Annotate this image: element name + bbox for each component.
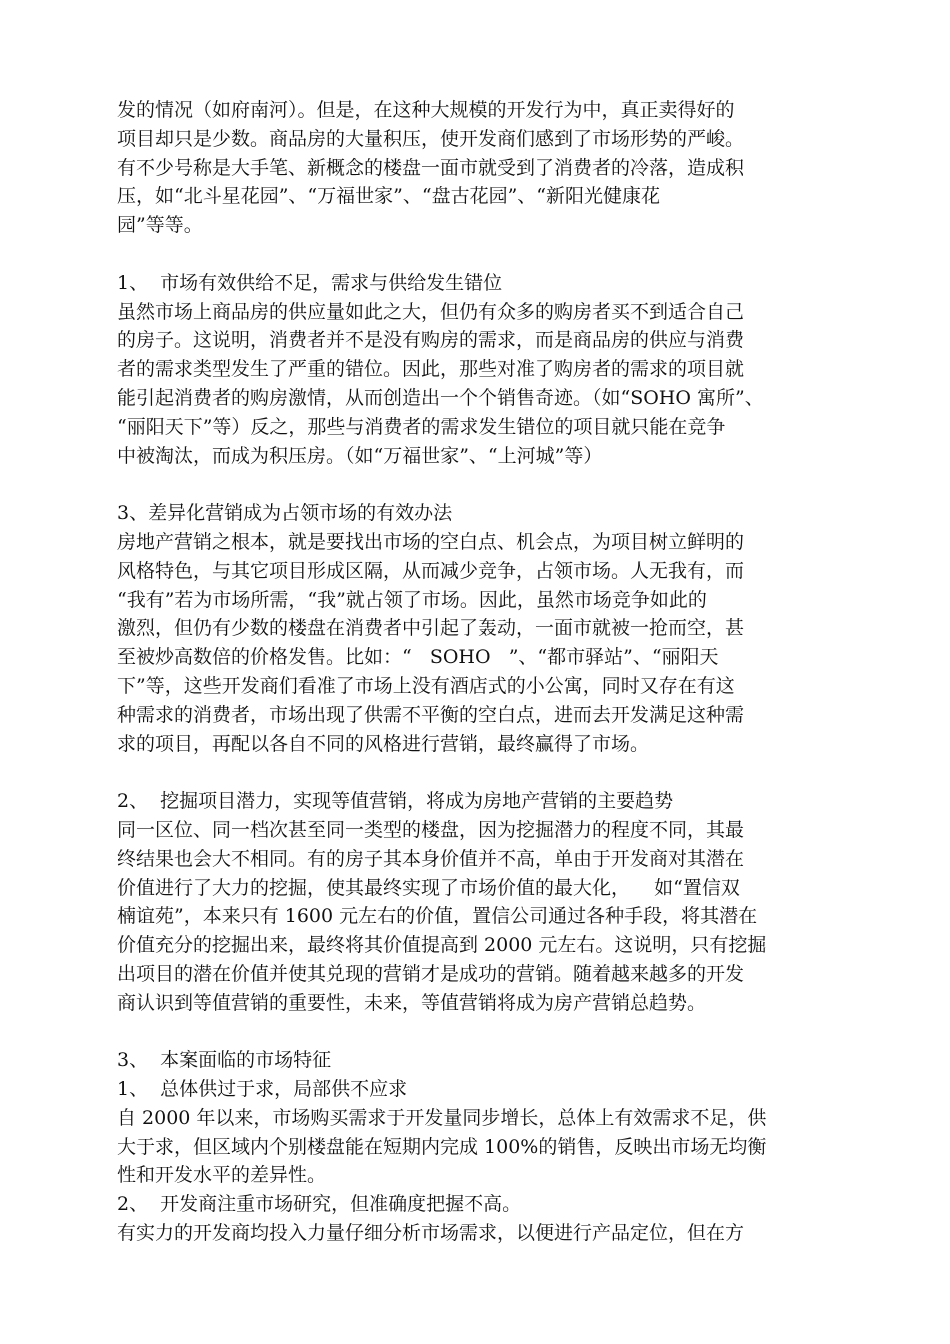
text-line: 的房子。这说明，消费者并不是没有购房的需求，而是商品房的供应与消费 <box>117 329 745 352</box>
text-line: 中被淘汰，而成为积压房。（如“万福世家”、“上河城”等） <box>117 444 603 467</box>
text-line: 压，如“北斗星花园”、“万福世家”、“盘古花园”、“新阳光健康花 <box>117 185 660 208</box>
subsection-heading: 2、 开发商注重市场研究，但准确度把握不高。 <box>117 1193 522 1216</box>
text-line: 房地产营销之根本，就是要找出市场的空白点、机会点，为项目树立鲜明的 <box>117 530 745 553</box>
text-line: 自 2000 年以来，市场购买需求于开发量同步增长，总体上有效需求不足，供 <box>117 1106 767 1129</box>
subsection-heading: 1、 总体供过于求，局部供不应求 <box>117 1078 408 1101</box>
text-line: 发的情况（如府南河）。但是，在这种大规模的开发行为中，真正卖得好的 <box>117 99 735 121</box>
text-line: 能引起消费者的购房激情，从而创造出一个个销售奇迹。（如“SOHO 寓所”、 <box>117 386 764 409</box>
text-line: 价值进行了大力的挖掘，使其最终实现了市场价值的最大化， 如“置信双 <box>117 876 740 899</box>
text-line: 风格特色，与其它项目形成区隔，从而减少竞争，占领市场。人无我有，而 <box>117 559 745 582</box>
text-line: “我有”若为市场所需，“我”就占领了市场。因此，虽然市场竞争如此的 <box>117 588 707 611</box>
paragraph-spacer <box>117 240 857 269</box>
section-heading: 1、 市场有效供给不足，需求与供给发生错位 <box>117 271 503 294</box>
text-line: 出项目的潜在价值并使其兑现的营销才是成功的营销。随着越来越多的开发 <box>117 962 745 985</box>
paragraph-spacer <box>117 470 857 499</box>
text-line: 同一区位、同一档次甚至同一类型的楼盘，因为挖掘潜力的程度不同，其最 <box>117 818 745 841</box>
document-page <box>117 96 857 1248</box>
text-line: “丽阳天下”等）反之，那些与消费者的需求发生错位的项目就只能在竞争 <box>117 415 726 438</box>
text-line: 虽然市场上商品房的供应量如此之大，但仍有众多的购房者买不到适合自己 <box>117 300 745 323</box>
text-line: 有不少号称是大手笔、新概念的楼盘一面市就受到了消费者的冷落，造成积 <box>117 156 745 179</box>
text-line: 楠谊苑”，本来只有 1600 元左右的价值，置信公司通过各种手段，将其潜在 <box>117 905 758 928</box>
paragraph-spacer <box>117 758 857 787</box>
text-line: 价值充分的挖掘出来，最终将其价值提高到 2000 元左右。这说明，只有挖掘 <box>117 934 767 957</box>
text-line: 种需求的消费者，市场出现了供需不平衡的空白点，进而去开发满足这种需 <box>117 703 745 726</box>
section-heading: 2、 挖掘项目潜力，实现等值营销，将成为房地产营销的主要趋势 <box>117 790 674 813</box>
text-line: 者的需求类型发生了严重的错位。因此，那些对准了购房者的需求的项目就 <box>117 358 745 381</box>
text-line: 至被炒高数倍的价格发售。比如：“ SOHO ”、“都市驿站”、“丽阳天 <box>117 646 719 669</box>
text-line: 下”等，这些开发商们看准了市场上没有酒店式的小公寓，同时又存在有这 <box>117 674 735 697</box>
text-line: 求的项目，再配以各自不同的风格进行营销，最终赢得了市场。 <box>117 732 650 755</box>
text-line: 激烈，但仍有少数的楼盘在消费者中引起了轰动，一面市就被一抢而空，甚 <box>117 617 745 640</box>
text-line: 园”等等。 <box>117 214 203 237</box>
text-line: 有实力的开发商均投入力量仔细分析市场需求，以便进行产品定位，但在方 <box>117 1222 745 1245</box>
section-heading: 3、 本案面临的市场特征 <box>117 1049 332 1072</box>
text-line: 性和开发水平的差异性。 <box>117 1164 327 1187</box>
text-line: 终结果也会大不相同。有的房子其本身价值并不高，单由于开发商对其潜在 <box>117 847 745 870</box>
paragraph-spacer <box>117 1018 857 1047</box>
text-line: 项目却只是少数。商品房的大量积压，使开发商们感到了市场形势的严峻。 <box>117 127 745 150</box>
text-line: 大于求，但区域内个别楼盘能在短期内完成 100%的销售，反映出市场无均衡 <box>117 1135 767 1158</box>
section-heading: 3、差异化营销成为占领市场的有效办法 <box>117 502 453 525</box>
text-line: 商认识到等值营销的重要性，未来，等值营销将成为房产营销总趋势。 <box>117 991 707 1014</box>
